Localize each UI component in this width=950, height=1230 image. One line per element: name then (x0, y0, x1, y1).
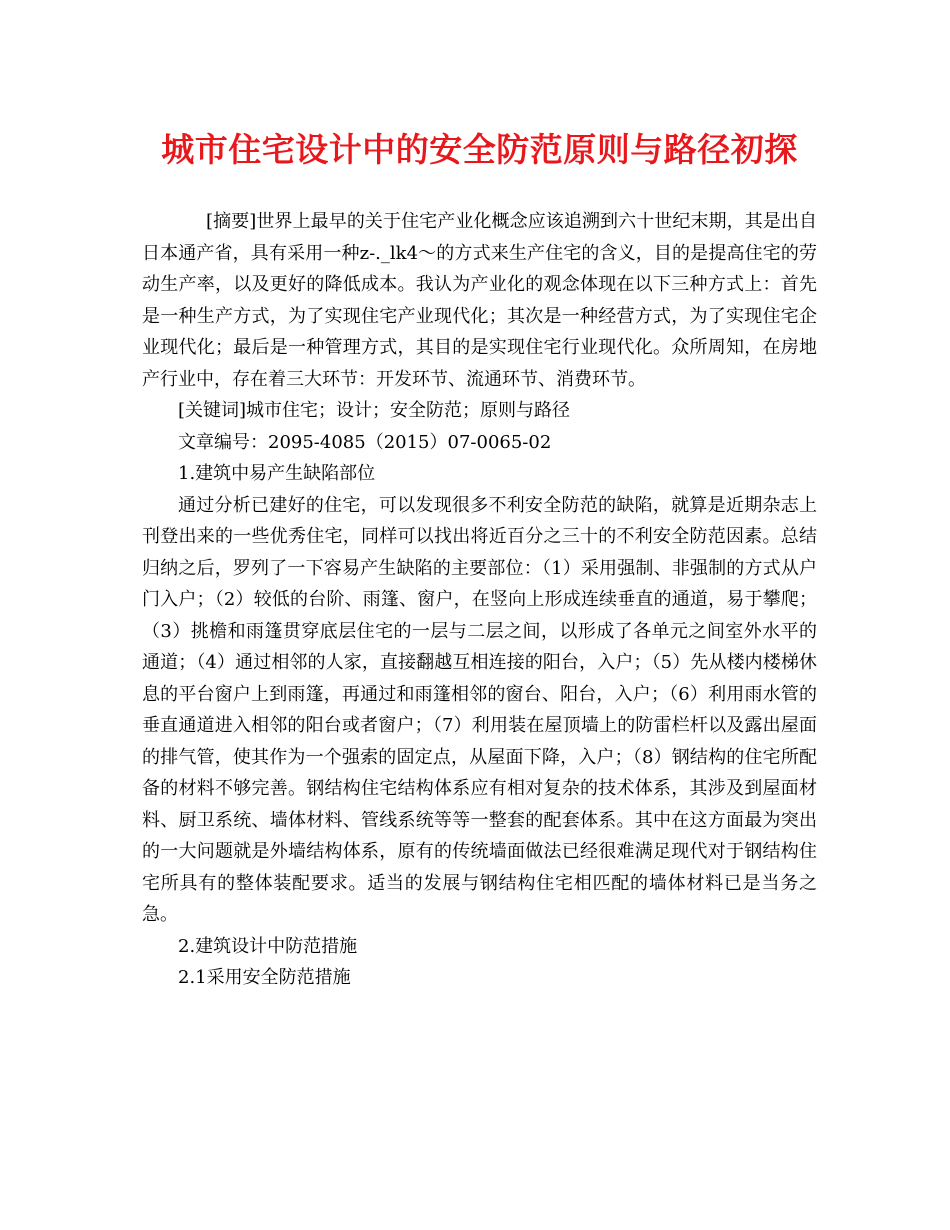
document-title: 城市住宅设计中的安全防范原则与路径初探 (161, 130, 798, 169)
abstract-paragraph: [摘要]世界上最早的关于住宅产业化概念应该追溯到六十世纪末期，其是出自日本通产省，具有采用一种z-._lk4～的方式来生产住宅的含义，目的是提高住宅的劳动生产率，以及更好的降低成本。我认为产业化的观念体现在以下三种方式上：首先是一种生产方式，为了实现住宅产业现代化；其次是一种经营方式，为了实现住宅企业现代化；最后是一种管理方式，其目的是实现住宅行业现代化。众所周知，在房地产行业中，存在着三大环节：开发环节、流通环节、消费环节。 (142, 211, 817, 390)
keywords-line: [关键词]城市住宅；设计；安全防范；原则与路径 (178, 400, 571, 421)
section-1-heading: 1.建筑中易产生缺陷部位 (178, 463, 376, 484)
section-2-1-heading: 2.1采用安全防范措施 (178, 967, 351, 988)
section-1-body: 通过分析已建好的住宅，可以发现很多不利安全防范的缺陷，就算是近期杂志上刊登出来的一些优秀住宅，同样可以找出将近百分之三十的不利安全防范因素。总结归纳之后，罗列了一下容易产生缺陷的主要部位：（1）采用强制、非强制的方式从户门入户；（2）较低的台阶、雨篷、窗户，在竖向上形成连续垂直的通道，易于攀爬；（3）挑檐和雨篷贯穿底层住宅的一层与二层之间，以形成了各单元之间室外水平的通道；（4）通过相邻的人家，直接翻越互相连接的阳台，入户；（5）先从楼内楼梯休息的平台窗户上到雨篷，再通过和雨篷相邻的窗台、阳台，入户；（6）利用雨水管的垂直通道进入相邻的阳台或者窗户；（7）利用装在屋顶墙上的防雷栏杆以及露出屋面的排气管，使其作为一个强索的固定点，从屋面下降，入户；（8）钢结构的住宅所配备的材料不够完善。钢结构住宅结构体系应有相对复杂的技术体系，其涉及到屋面材料、厨卫系统、墙体材料、管线系统等等一整套的配套体系。其中在这方面最为突出的一大问题就是外墙结构体系，原有的传统墙面做法已经很难满足现代对于钢结构住宅所具有的整体装配要求。适当的发展与钢结构住宅相匹配的墙体材料已是当务之急。 (142, 494, 817, 925)
article-number-line: 文章编号：2095-4085（2015）07-0065-02 (178, 431, 552, 453)
section-2-heading: 2.建筑设计中防范措施 (178, 935, 358, 957)
